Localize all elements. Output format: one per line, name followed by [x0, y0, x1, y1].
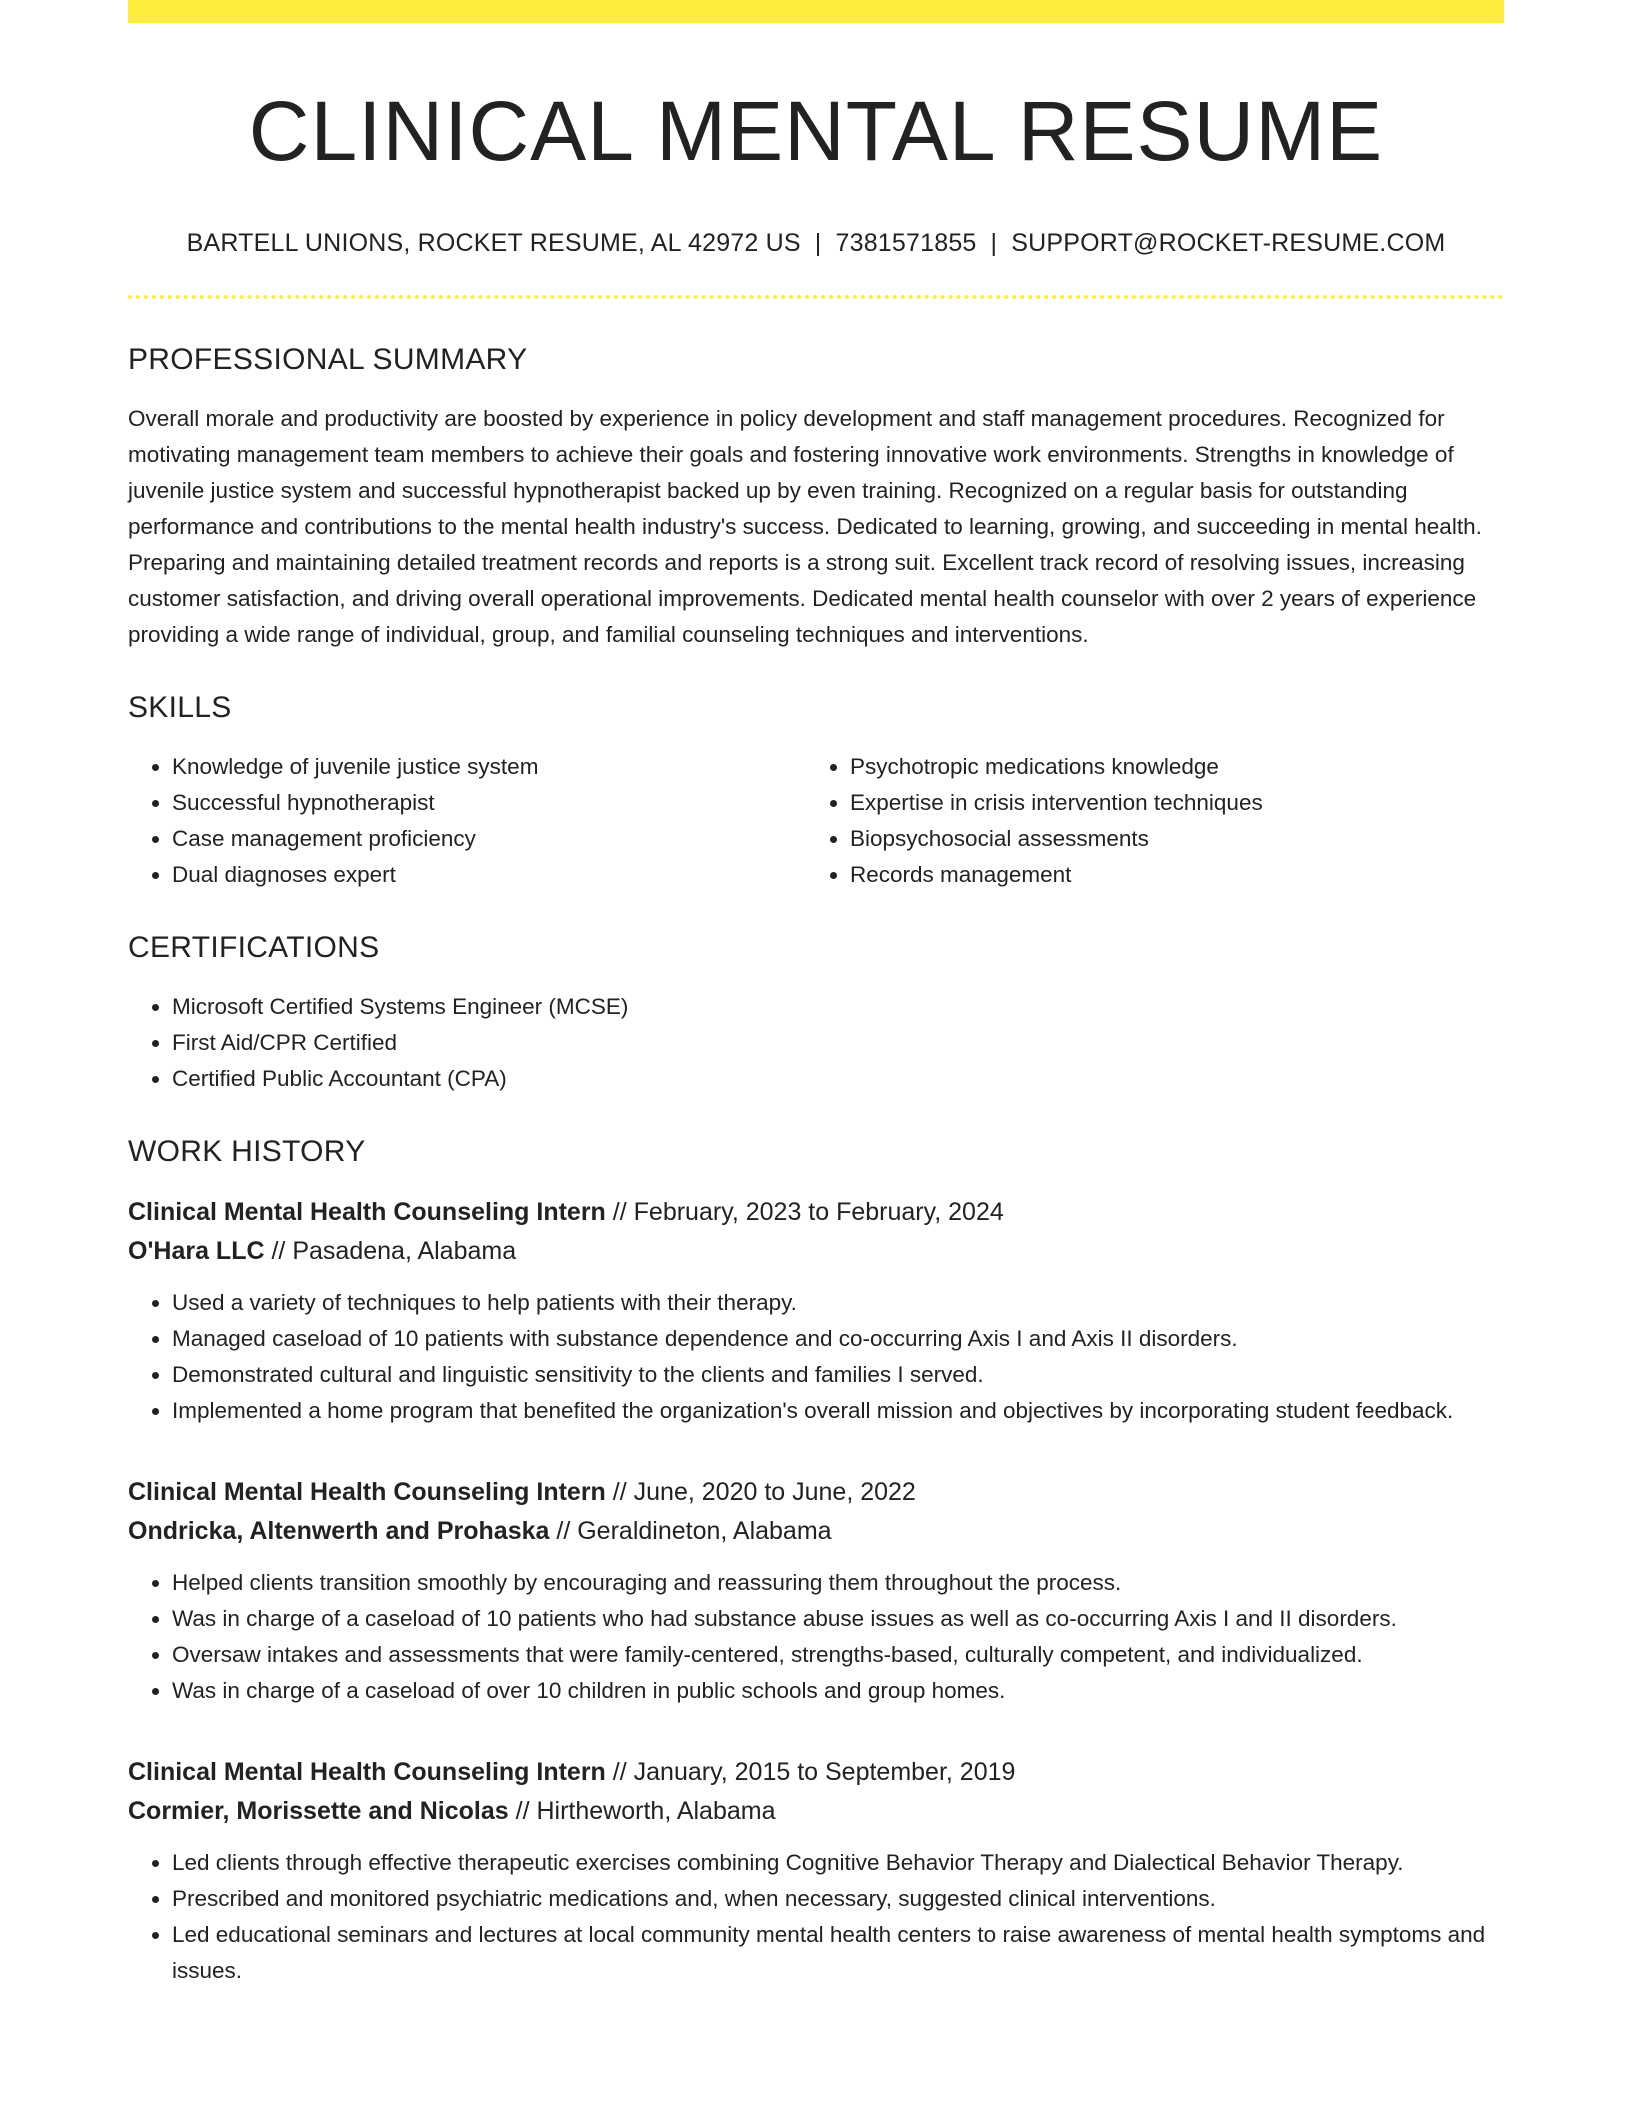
job-separator: // [556, 1517, 571, 1546]
certification-item: • First Aid/CPR Certified [172, 1025, 1504, 1061]
job-title-line [128, 1753, 1504, 1792]
job-bullet: • Demonstrated cultural and linguistic sensitivity to the clients and families I served. [172, 1357, 1504, 1393]
skill-item: • Dual diagnoses expert [172, 857, 806, 893]
certifications-list [128, 989, 1504, 1097]
skill-item: • Psychotropic medications knowledge [850, 749, 1484, 785]
skill-item: • Successful hypnotherapist [172, 785, 806, 821]
job-separator: // [515, 1797, 530, 1826]
job-entry [128, 1753, 1504, 1989]
job-bullet: • Managed caseload of 10 patients with substance dependence and co-occurring Axis I and Axis II disorders. [172, 1321, 1504, 1357]
job-title-line [128, 1473, 1504, 1512]
job-company: O'Hara LLC [128, 1237, 265, 1266]
skills-list [128, 749, 1504, 893]
job-title: Clinical Mental Health Counseling Intern [128, 1758, 606, 1787]
accent-top-bar [128, 0, 1504, 23]
job-bullet: • Led educational seminars and lectures at local community mental health centers to raise awareness of mental health symptoms and issues. [172, 1917, 1504, 1989]
contact-line [128, 229, 1504, 258]
job-bullets [128, 1285, 1504, 1429]
summary-heading: PROFESSIONAL SUMMARY [128, 343, 528, 377]
job-dates: February, 2023 to February, 2024 [633, 1198, 1004, 1227]
job-bullet: • Oversaw intakes and assessments that were family-centered, strengths-based, culturally competent, and individualized. [172, 1637, 1504, 1673]
job-company-line [128, 1792, 1504, 1831]
job-bullet: • Implemented a home program that benefited the organization's overall mission and objectives by incorporating student feedback. [172, 1393, 1504, 1429]
certification-item: • Microsoft Certified Systems Engineer (MCSE) [172, 989, 1504, 1025]
job-company: Cormier, Morissette and Nicolas [128, 1797, 509, 1826]
certifications-heading: CERTIFICATIONS [128, 931, 380, 965]
certification-item: • Certified Public Accountant (CPA) [172, 1061, 1504, 1097]
job-title-line [128, 1193, 1504, 1232]
resume-name: CLINICAL MENTAL RESUME [248, 84, 1384, 178]
job-bullets [128, 1845, 1504, 1989]
summary-text: Overall morale and productivity are boosted by experience in policy development and staff management procedures. Recognized for motivating management team members to achieve their goals and fostering innovative work environments. Strengths in knowledge of juvenile justice system and successful hypnotherapist backed up by even training. Recognized on a regular basis for outstanding performance and contributions to the mental health industry's success. Dedicated to learning, growing, and succeeding in mental health. Preparing and maintaining detailed treatment records and reports is a strong suit. Excellent track record of resolving issues, increasing customer satisfaction, and driving overall operational improvements. Dedicated mental health counselor with over 2 years of experience providing a wide range of individual, group, and familial counseling techniques and interventions. [128, 406, 1482, 648]
job-company-line [128, 1232, 1504, 1271]
work-history-heading: WORK HISTORY [128, 1135, 366, 1169]
job-company-line [128, 1512, 1504, 1551]
skill-item: • Case management proficiency [172, 821, 806, 857]
skills-heading: SKILLS [128, 691, 232, 725]
skills-column-left [128, 749, 806, 893]
job-bullet: • Was in charge of a caseload of over 10 children in public schools and group homes. [172, 1673, 1504, 1709]
contact-separator: | [814, 229, 822, 258]
skill-item: • Knowledge of juvenile justice system [172, 749, 806, 785]
job-separator: // [271, 1237, 286, 1266]
skill-item: • Records management [850, 857, 1484, 893]
job-separator: // [612, 1198, 627, 1227]
job-separator: // [612, 1758, 627, 1787]
job-title: Clinical Mental Health Counseling Intern [128, 1198, 606, 1227]
skills-column-right [806, 749, 1484, 893]
job-bullet: • Was in charge of a caseload of 10 patients who had substance abuse issues as well as co-occurring Axis I and II disorders. [172, 1601, 1504, 1637]
job-title: Clinical Mental Health Counseling Intern [128, 1478, 606, 1507]
job-bullets [128, 1565, 1504, 1709]
job-bullet: • Led clients through effective therapeutic exercises combining Cognitive Behavior Therapy and Dialectical Behavior Therapy. [172, 1845, 1504, 1881]
job-bullet: • Prescribed and monitored psychiatric medications and, when necessary, suggested clinical interventions. [172, 1881, 1504, 1917]
job-dates: June, 2020 to June, 2022 [633, 1478, 916, 1507]
job-bullet: • Used a variety of techniques to help patients with their therapy. [172, 1285, 1504, 1321]
job-location: Geraldineton, Alabama [577, 1517, 832, 1546]
job-bullet: • Helped clients transition smoothly by encouraging and reassuring them throughout the process. [172, 1565, 1504, 1601]
contact-email: SUPPORT@ROCKET-RESUME.COM [1011, 229, 1446, 258]
job-entry [128, 1473, 1504, 1709]
resume-page [128, 0, 1504, 1989]
job-location: Pasadena, Alabama [292, 1237, 517, 1266]
job-company: Ondricka, Altenwerth and Prohaska [128, 1517, 550, 1546]
job-location: Hirtheworth, Alabama [536, 1797, 776, 1826]
job-entry [128, 1193, 1504, 1429]
skill-item: • Biopsychosocial assessments [850, 821, 1484, 857]
contact-separator: | [990, 229, 998, 258]
dotted-divider [128, 295, 1504, 299]
skill-item: • Expertise in crisis intervention techniques [850, 785, 1484, 821]
job-dates: January, 2015 to September, 2019 [633, 1758, 1016, 1787]
contact-phone: 7381571855 [835, 229, 977, 258]
contact-address: BARTELL UNIONS, ROCKET RESUME, AL 42972 US [186, 229, 801, 258]
job-separator: // [612, 1478, 627, 1507]
